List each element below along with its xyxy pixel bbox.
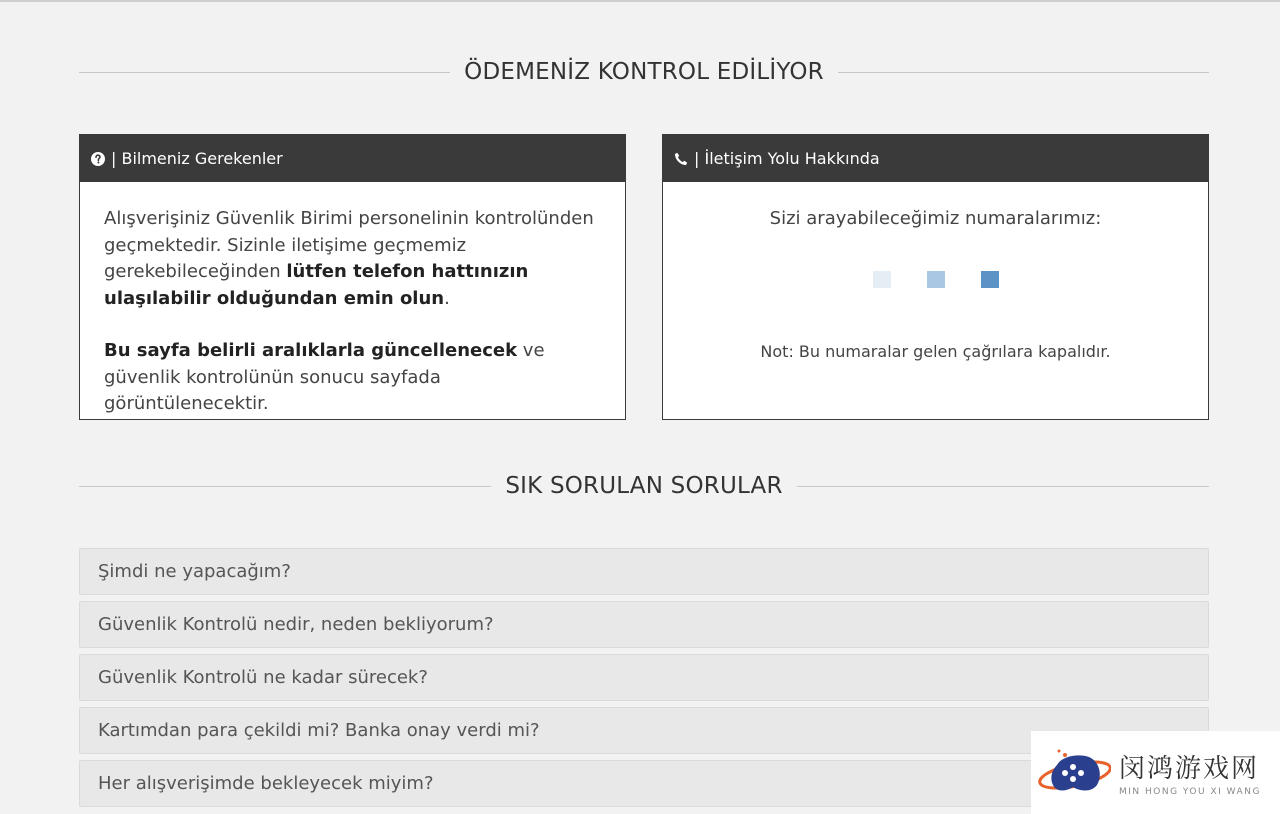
info-text-bold: Bu sayfa belirli aralıklarla güncellenecek bbox=[104, 340, 518, 361]
contact-panel-body bbox=[663, 208, 1208, 361]
question-circle-icon bbox=[91, 152, 105, 166]
info-panel-body bbox=[80, 182, 625, 418]
faq-heading bbox=[79, 471, 1209, 501]
heading-rule-left bbox=[79, 72, 450, 73]
contact-note: Not: Bu numaralar gelen çağrılara kapalıdır. bbox=[760, 342, 1111, 361]
watermark bbox=[1031, 731, 1280, 814]
contact-panel-title: | İletişim Yolu Hakkında bbox=[694, 149, 880, 168]
watermark-en: MIN HONG YOU XI WANG bbox=[1119, 787, 1261, 797]
faq-item[interactable]: Şimdi ne yapacağım? bbox=[79, 548, 1209, 595]
info-text: Alışverişiniz Güvenlik Birimi personelinin kontrolünden geçmektedir. Sizinle iletişime geçmemiz gerekebileceğinden bbox=[104, 208, 594, 282]
watermark-cn: 闵鸿游戏网 bbox=[1119, 754, 1260, 784]
info-text: ve güvenlik kontrolünün sonucu sayfada görüntülenecektir. bbox=[104, 340, 545, 414]
faq-item[interactable]: Kartımdan para çekildi mi? Banka onay verdi mi? bbox=[79, 707, 1209, 754]
contact-panel-header bbox=[663, 135, 1208, 182]
page-title: ÖDEMENİZ KONTROL EDİLİYOR bbox=[464, 59, 824, 85]
loading-square bbox=[873, 271, 891, 288]
heading-rule-right bbox=[838, 72, 1209, 73]
faq-item[interactable]: Her alışverişimde bekleyecek miyim? bbox=[79, 760, 1209, 807]
top-rule bbox=[0, 0, 1280, 2]
info-panel-title: | Bilmeniz Gerekenler bbox=[111, 149, 283, 168]
gamepad-logo-icon bbox=[1031, 731, 1111, 814]
contact-panel bbox=[662, 134, 1209, 420]
info-text: . bbox=[444, 287, 450, 309]
loading-square bbox=[927, 271, 945, 288]
info-panel-header bbox=[80, 135, 625, 182]
loading-square bbox=[981, 271, 999, 288]
watermark-text bbox=[1119, 748, 1261, 797]
contact-intro: Sizi arayabileceğimiz numaralarımız: bbox=[769, 208, 1102, 229]
heading-rule-right bbox=[797, 486, 1209, 487]
faq-item[interactable]: Güvenlik Kontrolü nedir, neden bekliyorum? bbox=[79, 601, 1209, 648]
payment-status-heading bbox=[79, 57, 1209, 87]
faq-item[interactable]: Güvenlik Kontrolü ne kadar sürecek? bbox=[79, 654, 1209, 701]
info-text-bold: lütfen telefon hattınızın ulaşılabilir olduğundan emin olun bbox=[104, 261, 529, 309]
info-panel bbox=[79, 134, 626, 420]
info-paragraph-2 bbox=[104, 338, 601, 418]
phone-icon bbox=[674, 152, 688, 166]
faq-title: SIK SORULAN SORULAR bbox=[505, 473, 783, 499]
info-paragraph-1 bbox=[104, 206, 601, 312]
heading-rule-left bbox=[79, 486, 491, 487]
phone-numbers-loading bbox=[663, 271, 1208, 288]
